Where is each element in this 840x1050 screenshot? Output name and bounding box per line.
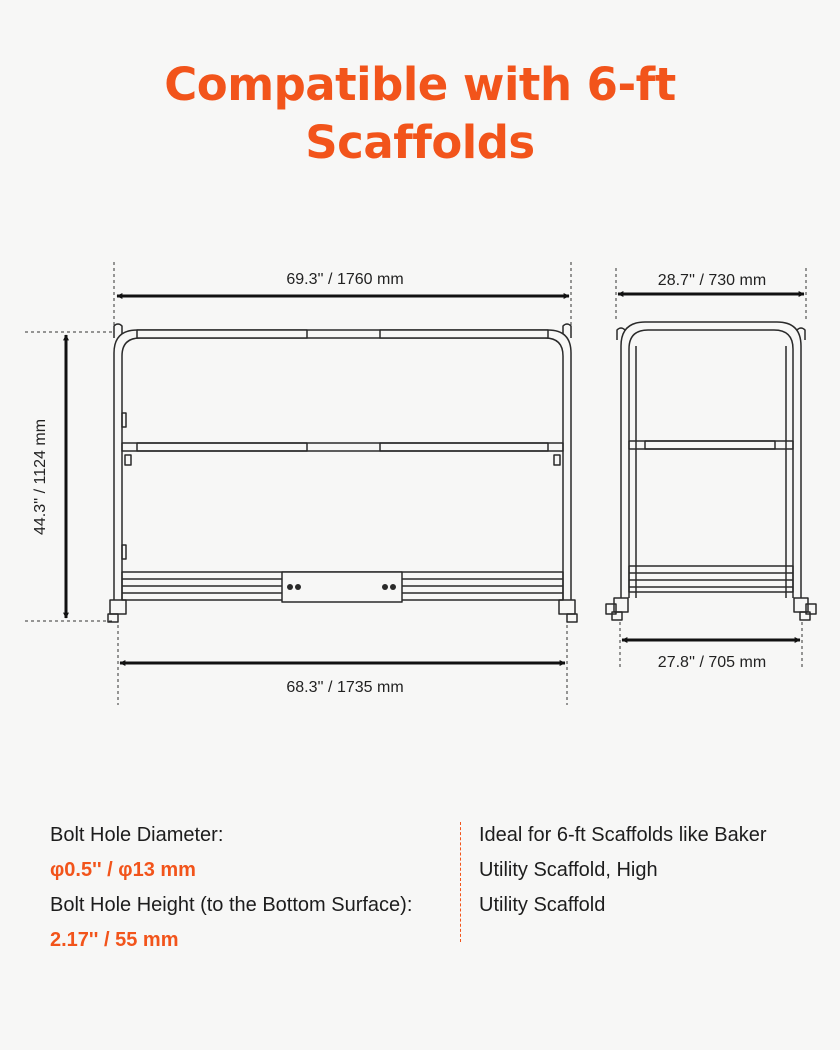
hole-diameter-value: φ0.5'' / φ13 mm xyxy=(50,859,196,881)
compatibility-note xyxy=(479,818,819,923)
side-frame xyxy=(606,322,816,620)
depth-bottom-label: 27.8'' / 705 mm xyxy=(657,654,767,671)
front-frame xyxy=(108,324,577,622)
width-top-label: 69.3'' / 1760 mm xyxy=(286,271,404,288)
depth-top-label: 28.7'' / 730 mm xyxy=(657,272,767,289)
hole-diameter-label: Bolt Hole Diameter: xyxy=(50,824,224,846)
compatibility-line-2: Utility Scaffold, High xyxy=(479,859,658,881)
hole-height-label: Bolt Hole Height (to the Bottom Surface): xyxy=(50,894,413,916)
compatibility-line-1: Ideal for 6-ft Scaffolds like Baker xyxy=(479,824,767,846)
spec-divider xyxy=(460,822,461,942)
side-extension-lines xyxy=(616,268,806,670)
compatibility-line-3: Utility Scaffold xyxy=(479,894,606,916)
title-line-2: Scaffolds xyxy=(305,116,535,169)
title-line-1: Compatible with 6-ft xyxy=(164,58,676,111)
hole-height-value: 2.17'' / 55 mm xyxy=(50,929,179,951)
height-label: 44.3'' / 1124 mm xyxy=(32,418,49,536)
bolt-specs xyxy=(50,818,470,958)
front-extension-lines xyxy=(25,262,571,705)
width-bottom-label: 68.3'' / 1735 mm xyxy=(286,679,404,696)
